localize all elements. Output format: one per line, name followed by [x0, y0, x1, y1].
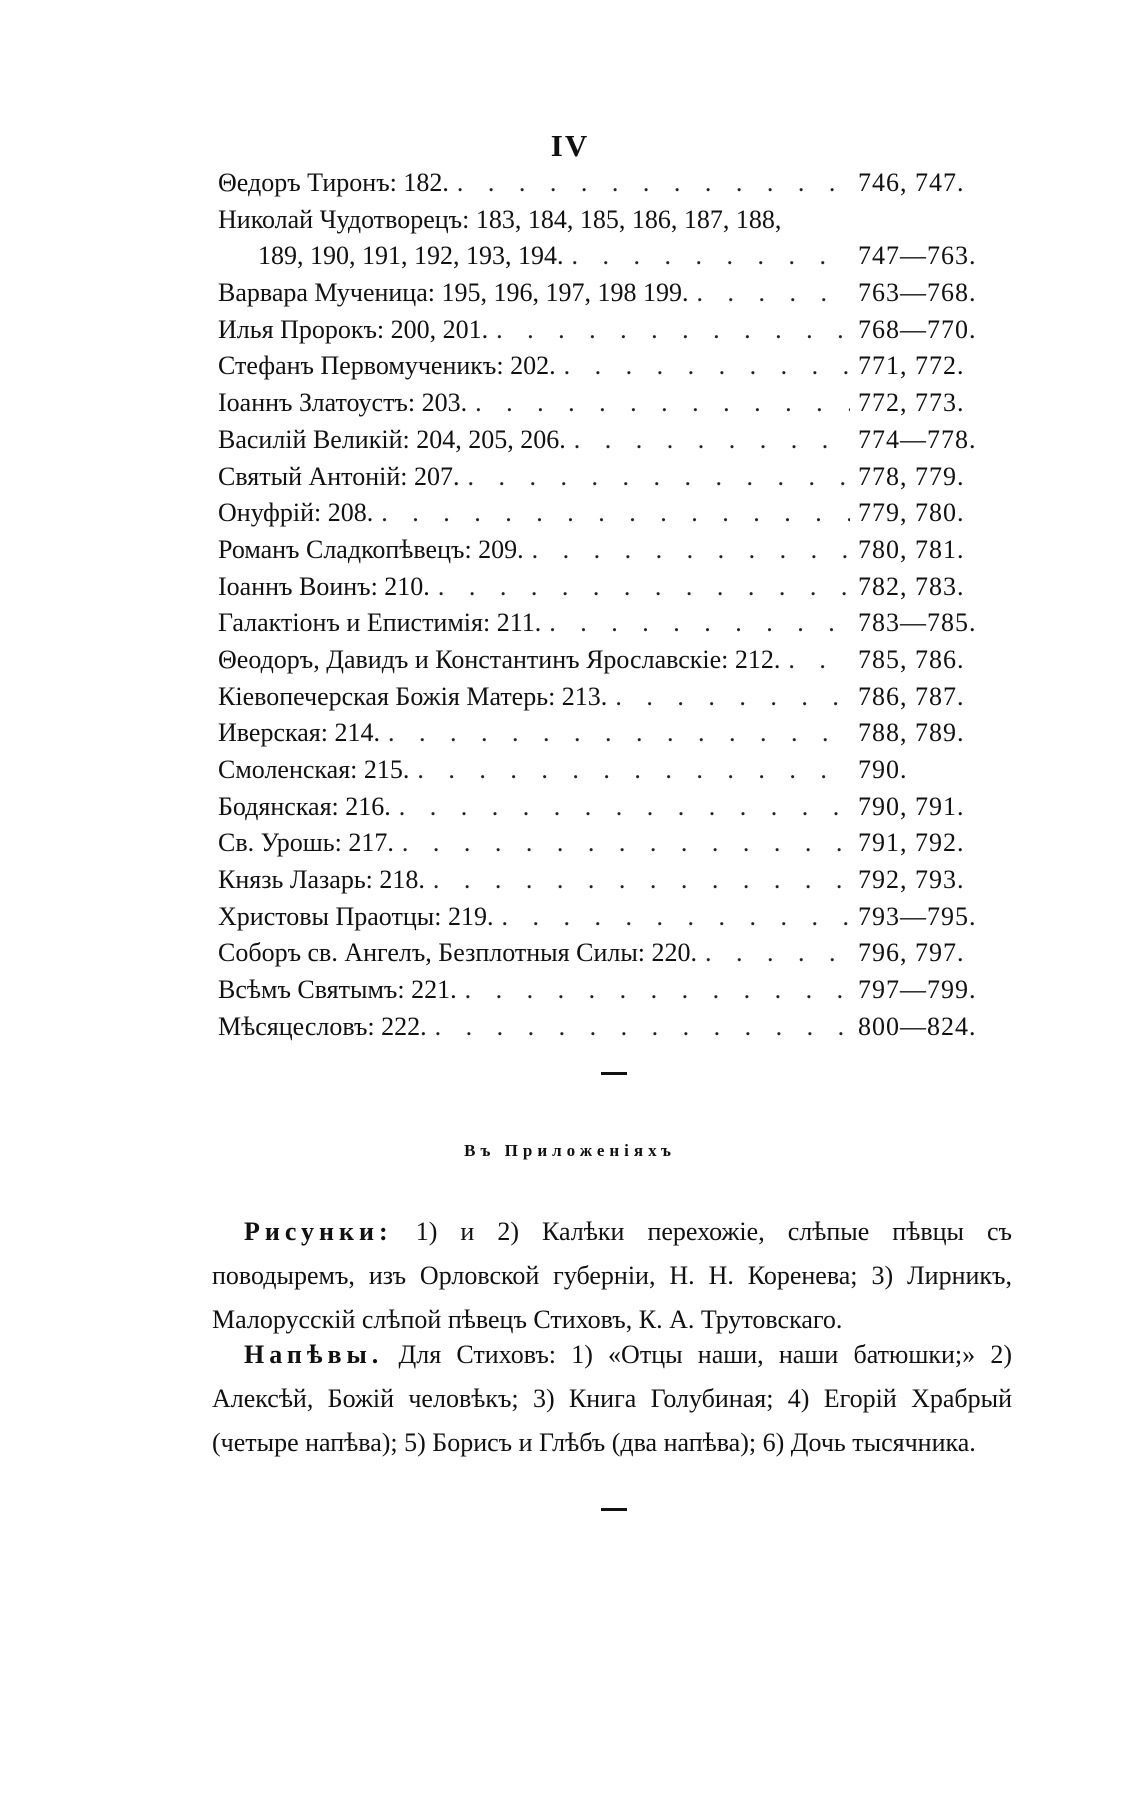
toc-row — [218, 975, 1008, 1012]
dot-leader — [496, 315, 850, 345]
drawings-lead: Рисунки: — [244, 1217, 393, 1246]
toc-entry: Николай Чудотворецъ: 183, 184, 185, 186, 187, 188, — [218, 204, 782, 234]
dot-leader — [438, 572, 850, 602]
toc-pages: 768—770. — [858, 314, 977, 344]
drawings-text: 1) и 2) Калѣки перехожіе, слѣпые пѣвцы съ поводыремъ, изъ Орловской губерніи, Н. Н. Коренева; 3) Лирникъ, Малорусскій слѣпой пѣвецъ Стиховъ, К. А. Трутовскаго. — [212, 1217, 1013, 1334]
dot-leader — [615, 682, 850, 712]
toc-entry: Стефанъ Первомученикъ: 202. — [218, 351, 556, 381]
toc-entry: Бодянская: 216. — [218, 791, 391, 821]
section-divider — [601, 1072, 627, 1075]
toc-row — [218, 1012, 1008, 1049]
toc-row — [218, 278, 1008, 315]
toc-pages: 780, 781. — [858, 534, 965, 564]
toc-pages: 746, 747. — [858, 168, 965, 197]
toc-row — [218, 241, 1008, 278]
toc-row — [218, 572, 1008, 609]
table-of-contents — [218, 168, 1008, 1049]
tunes-text: Для Стиховъ: 1) «Отцы наши, наши батюшки;» 2) Алексѣй, Божій человѣкъ; 3) Книга Голубиная; 4) Егорій Храбрый (четыре напѣва); 5) Борисъ и Глѣбъ (два напѣва); 6) Дочь тысячника. — [212, 1340, 1013, 1457]
dot-leader — [417, 755, 850, 785]
dot-leader — [475, 388, 850, 418]
toc-entry: Романъ Сладкопѣвецъ: 209. — [218, 534, 524, 564]
toc-pages: 791, 792. — [858, 828, 965, 858]
appendix-heading: Въ Приложеніяхъ — [464, 1141, 676, 1160]
dot-leader — [465, 975, 850, 1005]
toc-entry: Христовы Праотцы: 219. — [218, 901, 494, 931]
toc-row — [218, 755, 1008, 792]
toc-pages: 796, 797. — [858, 938, 965, 968]
toc-entry: Онуфрій: 208. — [218, 498, 374, 528]
toc-pages: 790, 791. — [858, 791, 965, 821]
toc-row — [218, 608, 1008, 645]
dot-leader — [381, 498, 850, 528]
toc-entry: Князь Лазарь: 218. — [218, 865, 425, 895]
dot-leader — [705, 938, 850, 968]
toc-pages: 779, 780. — [858, 498, 965, 528]
toc-entry: Иверская: 214. — [218, 718, 380, 748]
toc-row — [218, 315, 1008, 352]
toc-entry: Θеодоръ, Давидъ и Константинъ Ярославскіе: 212. — [218, 644, 781, 674]
toc-row — [218, 682, 1008, 719]
appendix-tunes-paragraph — [212, 1333, 1012, 1465]
toc-pages: 793—795. — [858, 901, 977, 931]
toc-row — [218, 902, 1008, 939]
toc-row — [218, 828, 1008, 865]
dot-leader — [433, 865, 850, 895]
toc-pages: 771, 772. — [858, 351, 965, 381]
toc-pages: 778, 779. — [858, 461, 965, 491]
toc-row — [218, 498, 1008, 535]
toc-row — [218, 865, 1008, 902]
toc-pages: 786, 787. — [858, 681, 965, 711]
toc-row — [218, 462, 1008, 499]
toc-row — [218, 205, 1008, 242]
toc-entry: Святый Антоній: 207. — [218, 461, 460, 491]
toc-entry: Василій Великій: 204, 205, 206. — [218, 424, 566, 454]
toc-row — [218, 645, 1008, 682]
toc-entry: Іоаннъ Златоустъ: 203. — [218, 388, 468, 418]
dot-leader — [402, 828, 850, 858]
toc-pages: 782, 783. — [858, 571, 965, 601]
dot-leader — [501, 902, 850, 932]
toc-entry: Кіевопечерская Божія Матерь: 213. — [218, 681, 608, 711]
toc-entry: Смоленская: 215. — [218, 755, 410, 784]
toc-pages: 790. — [858, 755, 908, 784]
toc-row — [218, 425, 1008, 462]
dot-leader — [564, 351, 850, 381]
tunes-lead: Напѣвы. — [244, 1340, 384, 1369]
toc-row — [218, 535, 1008, 572]
toc-pages: 785, 786. — [858, 644, 965, 674]
appendix-drawings-paragraph — [212, 1210, 1012, 1342]
toc-entry: Соборъ св. Ангелъ, Безплотныя Силы: 220. — [218, 938, 698, 968]
dot-leader — [457, 168, 850, 198]
toc-pages: 788, 789. — [858, 718, 965, 748]
page-number: IV — [550, 128, 590, 163]
toc-row — [218, 388, 1008, 425]
toc-pages: 774—778. — [858, 424, 977, 454]
toc-entry: Іоаннъ Воинъ: 210. — [218, 571, 430, 601]
toc-entry: Всѣмъ Святымъ: 221. — [218, 975, 457, 1005]
toc-entry: Св. Урошь: 217. — [218, 828, 394, 858]
dot-leader — [697, 278, 851, 308]
toc-row — [218, 718, 1008, 755]
dot-leader — [467, 462, 850, 492]
toc-entry: 189, 190, 191, 192, 193, 194. — [258, 241, 564, 271]
toc-row — [218, 351, 1008, 388]
toc-row — [218, 938, 1008, 975]
toc-entry: Галактіонъ и Епистимія: 211. — [218, 608, 542, 638]
dot-leader — [549, 608, 850, 638]
dot-leader — [788, 645, 850, 675]
toc-entry: Варвара Мученица: 195, 196, 197, 198 199. — [218, 278, 689, 308]
end-divider — [601, 1508, 627, 1511]
dot-leader — [572, 241, 851, 271]
toc-entry: Илья Пророкъ: 200, 201. — [218, 314, 489, 344]
toc-entry: Мѣсяцесловъ: 222. — [218, 1011, 427, 1041]
toc-pages: 772, 773. — [858, 388, 965, 418]
dot-leader — [435, 1012, 850, 1042]
toc-pages: 800—824. — [858, 1011, 977, 1041]
dot-leader — [399, 792, 850, 822]
toc-row — [218, 168, 1008, 205]
toc-pages: 783—785. — [858, 608, 977, 638]
toc-pages: 763—768. — [858, 278, 977, 308]
dot-leader — [532, 535, 850, 565]
toc-pages: 797—799. — [858, 975, 977, 1005]
toc-row — [218, 792, 1008, 829]
toc-pages: 747—763. — [858, 241, 977, 271]
toc-pages: 792, 793. — [858, 865, 965, 895]
dot-leader — [388, 718, 850, 748]
toc-entry: Θедоръ Тиронъ: 182. — [218, 168, 449, 197]
dot-leader — [574, 425, 850, 455]
